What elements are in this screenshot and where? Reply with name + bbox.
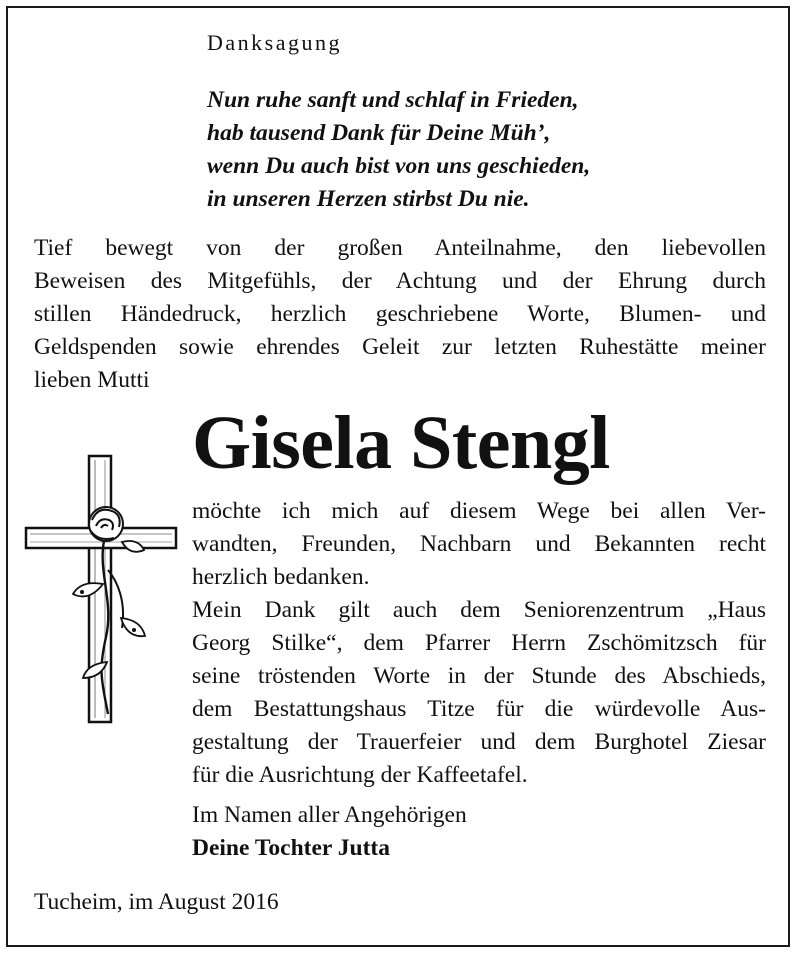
cross-with-rose-icon	[22, 452, 182, 728]
intro-line: lieben Mutti	[34, 367, 150, 393]
signature-name: Deine Tochter Jutta	[192, 835, 391, 861]
thanks-line: dem Bestattungshaus Titze für die würdevolle Aus-	[192, 696, 766, 722]
intro-line: Geldspenden sowie ehrendes Geleit zur letzten Ruhestätte meiner	[34, 334, 766, 360]
poem-line: hab tausend Dank für Deine Müh’,	[207, 120, 551, 146]
poem-line: wenn Du auch bist von uns geschieden,	[207, 153, 591, 179]
thanks-line: herzlich bedanken.	[192, 564, 370, 590]
thanks-line: Georg Stilke“, dem Pfarrer Herrn Zschömitzsch für	[192, 630, 766, 656]
poem-line: in unseren Herzen stirbst Du nie.	[207, 186, 530, 212]
thanks-line: wandten, Freunden, Nachbarn und Bekannten recht	[192, 531, 766, 557]
signature-intro: Im Namen aller Angehörigen	[192, 802, 467, 828]
intro-line: stillen Händedruck, herzlich geschriebene Worte, Blumen- und	[34, 301, 766, 327]
thanks-line: für die Ausrichtung der Kaffeetafel.	[192, 762, 528, 788]
signature-block	[192, 799, 467, 865]
place-and-date: Tucheim, im August 2016	[34, 889, 279, 915]
deceased-name: Gisela Stengl	[192, 401, 610, 485]
thanks-line: möchte ich mich auf diesem Wege bei allen Ver-	[192, 498, 766, 524]
notice-heading: Danksagung	[207, 30, 342, 55]
intro-paragraph	[34, 232, 766, 397]
poem-line: Nun ruhe sanft und schlaf in Frieden,	[207, 87, 579, 113]
thanks-line: gestaltung der Trauerfeier und dem Burghotel Ziesar	[192, 729, 766, 755]
thanks-line: Mein Dank gilt auch dem Seniorenzentrum „Haus	[192, 597, 766, 623]
thanks-line: seine tröstenden Worte in der Stunde des Abschieds,	[192, 663, 766, 689]
intro-line: Beweisen des Mitgefühls, der Achtung und der Ehrung durch	[34, 268, 766, 294]
intro-line: Tief bewegt von der großen Anteilnahme, den liebevollen	[34, 235, 766, 261]
poem	[207, 84, 590, 216]
thanks-paragraph	[192, 495, 766, 792]
